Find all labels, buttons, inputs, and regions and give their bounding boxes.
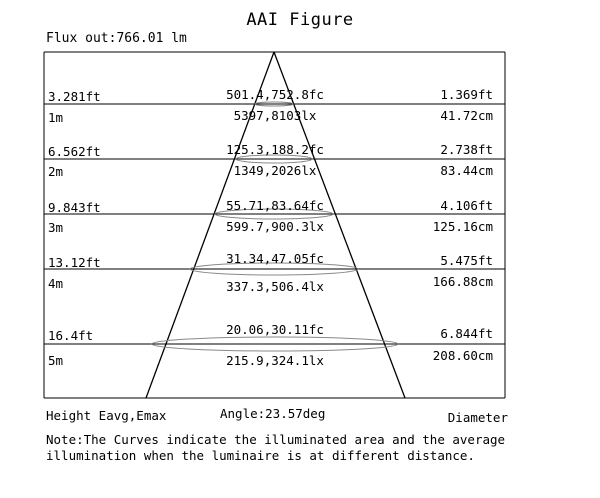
diameter-cm-2: 83.44cm xyxy=(440,163,493,178)
height-m-4: 4m xyxy=(48,276,64,291)
flux-output: Flux out:766.01 lm xyxy=(46,31,187,46)
height-ft-5: 16.4ft xyxy=(48,328,94,343)
height-m-1: 1m xyxy=(48,110,64,125)
beam-angle: Angle:23.57deg xyxy=(220,406,326,421)
height-ft-3: 9.843ft xyxy=(48,200,101,215)
diameter-ft-4: 5.475ft xyxy=(440,253,493,268)
height-m-2: 2m xyxy=(48,164,64,179)
height-eavg-emax-label: Height Eavg,Emax xyxy=(46,408,167,423)
height-ft-2: 6.562ft xyxy=(48,144,101,159)
fc-value-5: 20.06,30.11fc xyxy=(226,322,324,337)
diameter-cm-4: 166.88cm xyxy=(432,274,493,289)
lux-value-4: 337.3,506.4lx xyxy=(226,279,324,294)
fc-value-3: 55.71,83.64fc xyxy=(226,198,324,213)
diameter-ft-5: 6.844ft xyxy=(440,326,493,341)
height-m-5: 5m xyxy=(48,353,64,368)
fc-value-2: 125.3,188.2fc xyxy=(226,142,324,157)
lux-value-5: 215.9,324.1lx xyxy=(226,353,324,368)
fc-value-1: 501.4,752.8fc xyxy=(226,87,324,102)
diameter-ft-2: 2.738ft xyxy=(440,142,493,157)
figure-note: Note:The Curves indicate the illuminated area and the average illumination when the luminaire is at different distance. xyxy=(46,432,506,463)
height-ft-1: 3.281ft xyxy=(48,89,101,104)
diameter-label: Diameter xyxy=(447,410,508,425)
lux-value-2: 1349,2026lx xyxy=(233,163,317,178)
height-ft-4: 13.12ft xyxy=(48,255,101,270)
lux-value-1: 5397,8103lx xyxy=(233,108,317,123)
height-m-3: 3m xyxy=(48,220,64,235)
diameter-cm-5: 208.60cm xyxy=(432,348,493,363)
diameter-ft-1: 1.369ft xyxy=(440,87,493,102)
diameter-cm-1: 41.72cm xyxy=(440,108,493,123)
lux-value-3: 599.7,900.3lx xyxy=(226,219,324,234)
fc-value-4: 31.34,47.05fc xyxy=(226,251,324,266)
figure-title: AAI Figure xyxy=(246,10,354,30)
diameter-cm-3: 125.16cm xyxy=(432,219,493,234)
diameter-ft-3: 4.106ft xyxy=(440,198,493,213)
